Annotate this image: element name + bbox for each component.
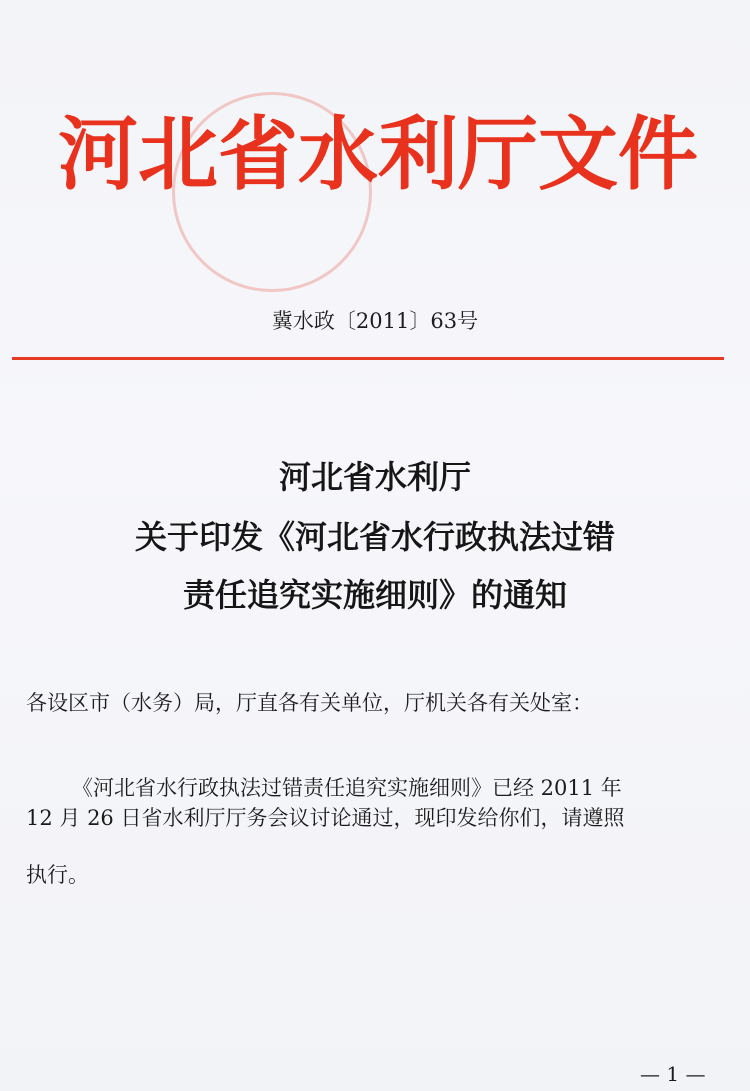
notice-title-line-1: 河北省水利厅 bbox=[278, 458, 471, 496]
body-paragraph-line-1: 《河北省水行政执法过错责任追究实施细则》已经 2011 年 bbox=[72, 776, 622, 800]
agency-document-header: 河北省水利厅文件 bbox=[58, 108, 698, 201]
page-number: — 1 — bbox=[640, 1062, 706, 1086]
notice-title-line-3: 责任追究实施细则》的通知 bbox=[182, 576, 567, 614]
body-paragraph-line-3: 执行。 bbox=[26, 863, 89, 887]
notice-title-line-2: 关于印发《河北省水行政执法过错 bbox=[134, 518, 615, 556]
addressee-line: 各设区市（水务）局，厅直各有关单位，厅机关各有关处室： bbox=[26, 691, 593, 715]
red-divider-rule bbox=[12, 357, 724, 360]
body-paragraph-line-2: 12 月 26 日省水利厅厅务会议讨论通过，现印发给你们，请遵照 bbox=[26, 806, 625, 830]
document-number: 冀水政〔2011〕63号 bbox=[271, 309, 479, 333]
